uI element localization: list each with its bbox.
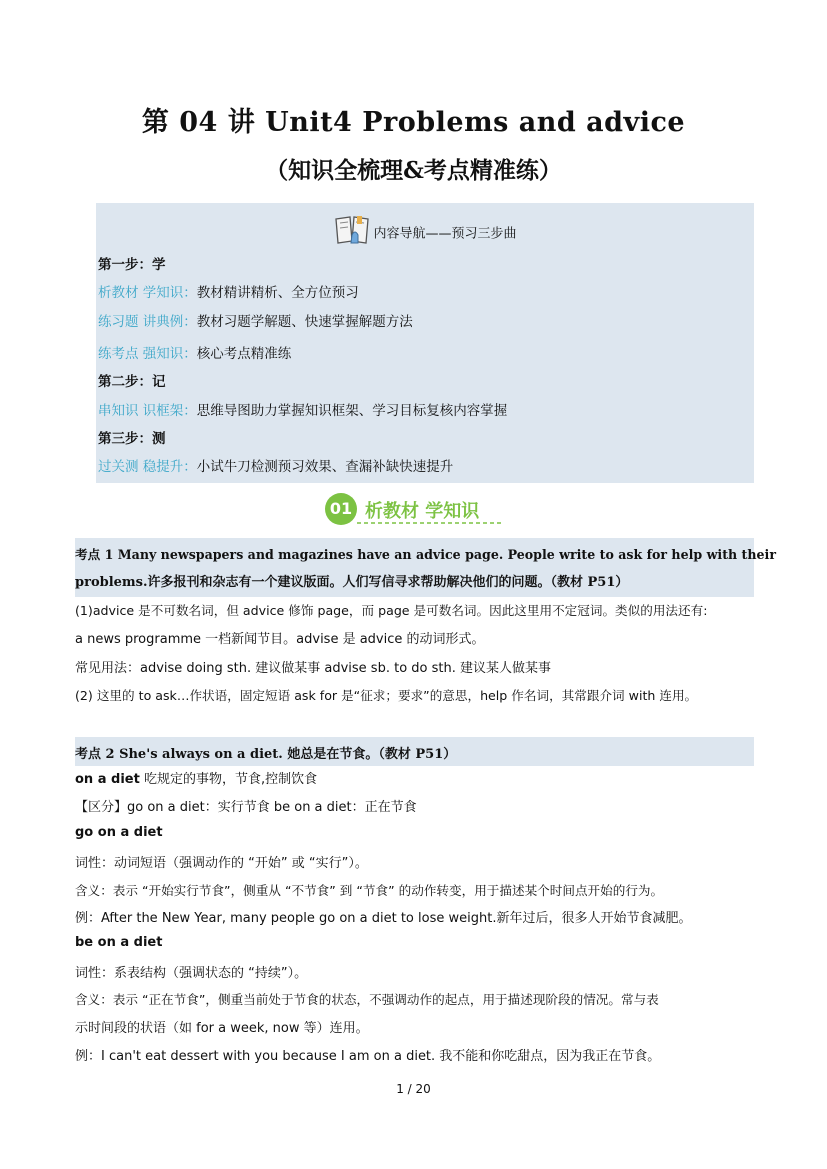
kp2-line-8: 词性：系表结构（强调状态的 “持续”）。 bbox=[75, 966, 308, 981]
nav-line-1-text: 教材精讲精析、全方位预习 bbox=[196, 285, 359, 301]
nav-line-2-text: 教材习题学解题、快速掌握解题方法 bbox=[196, 314, 413, 330]
step-1: 第一步：学 bbox=[98, 257, 166, 273]
nav-line-5 bbox=[98, 455, 453, 475]
kp1-header-line-2: problems.许多报刊和杂志有一个建议版面。人们写信寻求帮助解决他们的问题。（教材 P51） bbox=[75, 575, 629, 590]
kp2-header: 考点 2 She's always on a diet. 她总是在节食。（教材 P51） bbox=[75, 747, 457, 762]
nav-line-2 bbox=[98, 310, 413, 330]
kp1-header-box bbox=[75, 538, 776, 597]
kp2-line-9: 含义：表示 “正在节食”，侧重当前处于节食的状态，不强调动作的起点，用于描述现阶段的情况。常与表 bbox=[75, 992, 659, 1007]
book-hand-icon bbox=[333, 213, 371, 251]
nav-line-3 bbox=[98, 342, 291, 362]
badge-number: 01 bbox=[329, 499, 353, 518]
nav-header bbox=[96, 213, 754, 251]
kp2-term-go-on-a-diet: go on a diet bbox=[75, 825, 163, 840]
page-title: 第 04 讲 Unit4 Problems and advice bbox=[141, 107, 686, 138]
nav-line-5-text: 小试牛刀检测预习效果、查漏补缺快速提升 bbox=[196, 459, 454, 475]
nav-line-2-key: 练习题 讲典例： bbox=[98, 314, 197, 330]
step-2: 第二步：记 bbox=[98, 374, 166, 390]
kp1-paragraph-3: 常见用法：advise doing sth. 建议做某事 advise sb. to do sth. 建议某人做某事 bbox=[75, 661, 551, 676]
page-subtitle: （知识全梳理&考点精准练） bbox=[265, 157, 562, 184]
nav-line-1-key: 析教材 学知识： bbox=[98, 285, 197, 301]
badge-label: 析教材 学知识 bbox=[365, 501, 480, 522]
kp2-line-2: 【区分】go on a diet：实行节食 be on a diet：正在节食 bbox=[75, 800, 417, 815]
kp2-header-box bbox=[75, 737, 754, 766]
kp2-line-1-text: 吃规定的事物，节食,控制饮食 bbox=[139, 772, 318, 787]
nav-header-text: 内容导航——预习三步曲 bbox=[373, 226, 517, 242]
nav-line-3-key: 练考点 强知识： bbox=[98, 346, 197, 362]
kp2-line-11: 例：I can't eat dessert with you because I am on a diet. 我不能和你吃甜点，因为我正在节食。 bbox=[75, 1049, 661, 1064]
content-navigation-box bbox=[96, 203, 754, 483]
kp2-line-1 bbox=[75, 768, 317, 787]
kp1-paragraph-4: (2) 这里的 to ask…作状语，固定短语 ask for 是“征求；要求”的意思，help 作名词，其常跟介词 with 连用。 bbox=[75, 688, 698, 703]
kp1-paragraph-1: (1)advice 是不可数名词，但 advice 修饰 page，而 page 是可数名词。因此这里用不定冠词。类似的用法还有: bbox=[75, 603, 708, 618]
nav-line-4-key: 串知识 识框架： bbox=[98, 403, 197, 419]
nav-line-1 bbox=[98, 281, 359, 301]
step-3: 第三步：测 bbox=[98, 431, 166, 447]
kp2-line-5: 含义：表示 “开始实行节食”，侧重从 “不节食” 到 “节食” 的动作转变，用于描述某个时间点开始的行为。 bbox=[75, 883, 664, 898]
kp1-paragraph-2: a news programme 一档新闻节目。advise 是 advice 的动词形式。 bbox=[75, 632, 485, 647]
nav-line-4 bbox=[98, 399, 507, 419]
nav-line-3-text: 核心考点精准练 bbox=[196, 346, 292, 362]
kp1-header-line-1: 考点 1 Many newspapers and magazines have an advice page. People write to ask for help with their bbox=[75, 547, 776, 562]
kp2-line-6: 例：After the New Year, many people go on a diet to lose weight.新年过后，很多人开始节食减肥。 bbox=[75, 911, 692, 926]
kp2-term-be-on-a-diet: be on a diet bbox=[75, 935, 163, 950]
kp2-line-4: 词性：动词短语（强调动作的 “开始” 或 “实行”）。 bbox=[75, 856, 368, 871]
nav-line-4-text: 思维导图助力掌握知识框架、学习目标复核内容掌握 bbox=[196, 403, 508, 419]
section-badge bbox=[321, 491, 507, 527]
kp2-term-on-a-diet: on a diet bbox=[75, 772, 140, 787]
kp2-line-10: 示时间段的状语（如 for a week, now 等）连用。 bbox=[75, 1021, 369, 1036]
nav-line-5-key: 过关测 稳提升： bbox=[98, 459, 197, 475]
page-number: 1 / 20 bbox=[396, 1082, 431, 1096]
